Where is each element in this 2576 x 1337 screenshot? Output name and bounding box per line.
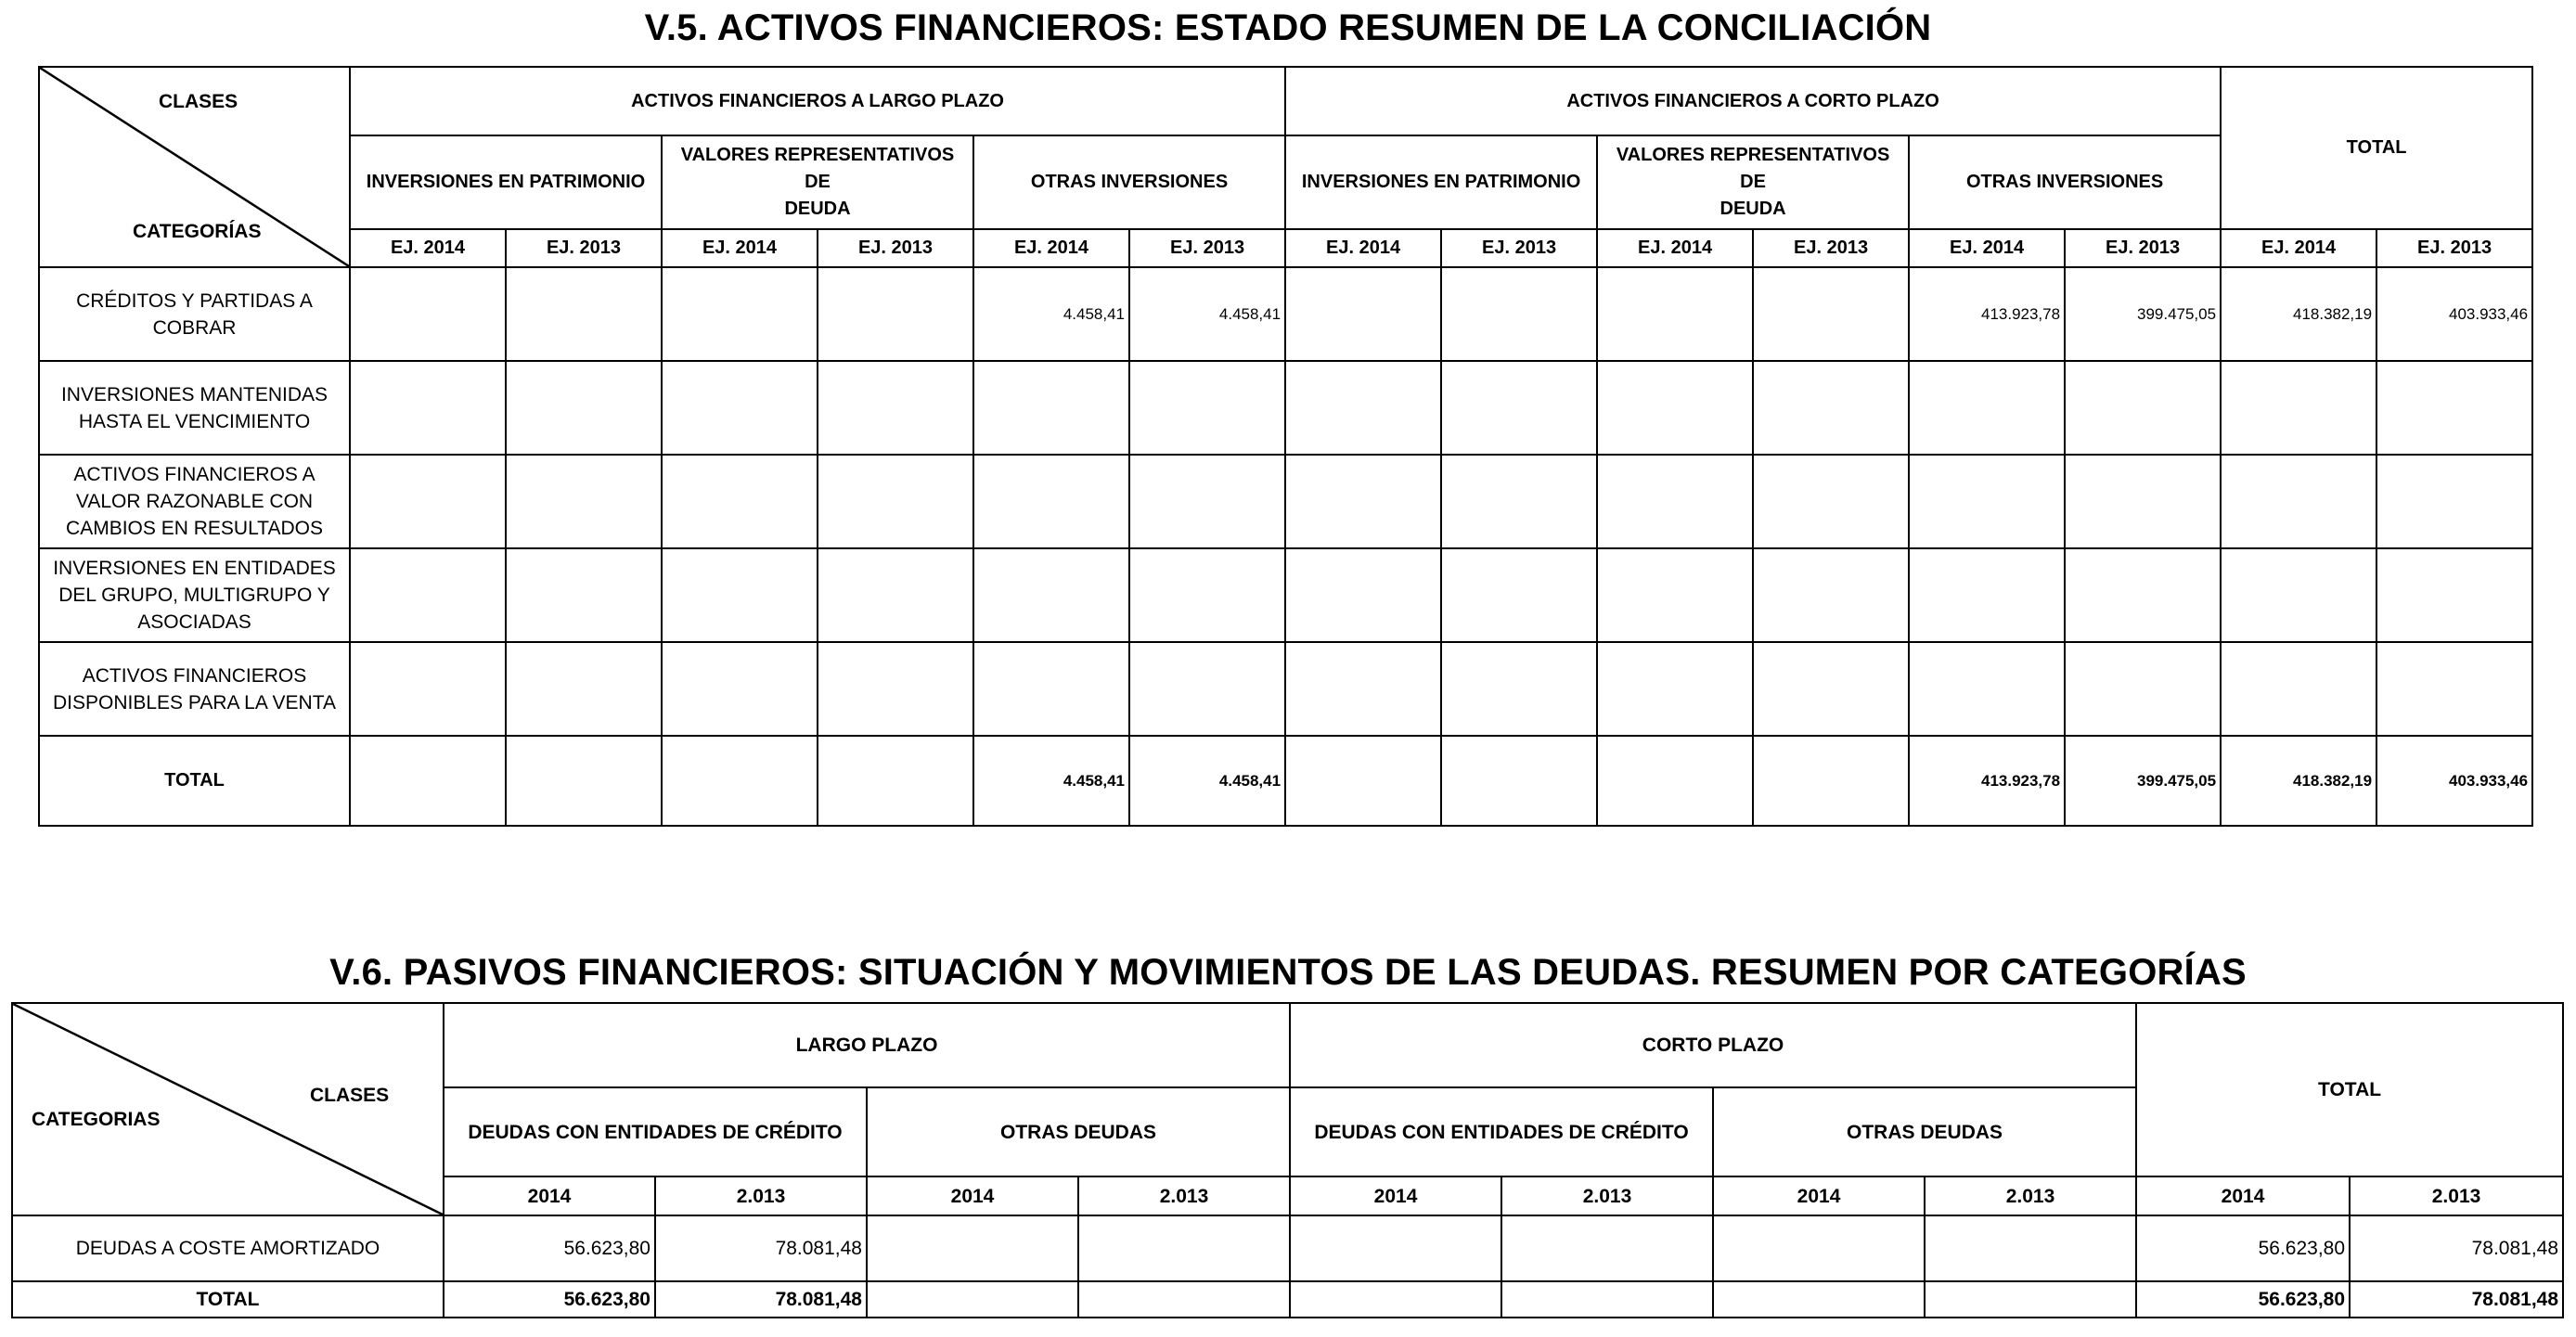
row-label xyxy=(39,267,350,361)
table-cell xyxy=(1129,361,1285,455)
corner-label-categorias: CATEGORÍAS xyxy=(133,221,262,242)
year-header: 2014 xyxy=(867,1176,1078,1215)
subheader-valores-deuda-lp xyxy=(662,135,973,229)
total-cell xyxy=(1925,1281,2136,1318)
table-cell xyxy=(662,548,818,642)
table-cell xyxy=(973,642,1129,736)
table-row xyxy=(39,361,2532,455)
table-cell xyxy=(1909,361,2065,455)
subheader-line: DE xyxy=(805,172,831,192)
year-header: 2014 xyxy=(444,1176,655,1215)
table-cell xyxy=(350,548,506,642)
corner-header xyxy=(12,1003,444,1215)
subheader-inversiones-patrimonio-cp: INVERSIONES EN PATRIMONIO xyxy=(1285,135,1597,229)
table-cell xyxy=(1753,267,1909,361)
total-row xyxy=(12,1281,2563,1318)
subheader-line: VALORES REPRESENTATIVOS xyxy=(680,145,955,165)
total-cell xyxy=(506,736,662,826)
table-cell: 399.475,05 xyxy=(2065,267,2221,361)
row-label xyxy=(39,548,350,642)
table-cell xyxy=(506,455,662,548)
subheader-line: VALORES REPRESENTATIVOS xyxy=(1616,145,1890,165)
table-cell: 4.458,41 xyxy=(1129,267,1285,361)
table-cell xyxy=(1753,361,1909,455)
table-cell: 403.933,46 xyxy=(2376,267,2532,361)
corner-label-categorias: CATEGORIAS xyxy=(32,1109,161,1130)
table-cell: 56.623,80 xyxy=(444,1215,655,1281)
table-cell xyxy=(2065,361,2221,455)
subheader-inversiones-patrimonio-lp: INVERSIONES EN PATRIMONIO xyxy=(350,135,662,229)
total-cell xyxy=(1285,736,1441,826)
table-row xyxy=(39,642,2532,736)
subheader-deudas-credito-lp: DEUDAS CON ENTIDADES DE CRÉDITO xyxy=(444,1087,867,1176)
group-header-corto-plazo: CORTO PLAZO xyxy=(1290,1003,2136,1087)
subheader-line: DEUDA xyxy=(1719,199,1786,219)
row-label-line: CRÉDITOS Y PARTIDAS A xyxy=(76,289,313,312)
row-label-line: INVERSIONES MANTENIDAS xyxy=(60,383,328,405)
table-cell xyxy=(2065,548,2221,642)
total-cell xyxy=(1290,1281,1501,1318)
corner-header xyxy=(39,67,350,267)
table-cell xyxy=(1597,548,1753,642)
table-cell xyxy=(506,548,662,642)
table-cell xyxy=(1597,642,1753,736)
table-row xyxy=(39,455,2532,548)
table-cell xyxy=(2221,361,2376,455)
year-header: EJ. 2014 xyxy=(2221,229,2376,267)
year-header: EJ. 2013 xyxy=(2065,229,2221,267)
year-header: EJ. 2014 xyxy=(350,229,506,267)
table-cell xyxy=(1925,1215,2136,1281)
table-cell xyxy=(2376,642,2532,736)
total-cell: 418.382,19 xyxy=(2221,736,2376,826)
table-cell xyxy=(2221,642,2376,736)
total-cell: 4.458,41 xyxy=(973,736,1129,826)
table-cell: 418.382,19 xyxy=(2221,267,2376,361)
total-cell xyxy=(662,736,818,826)
total-cell xyxy=(867,1281,1078,1318)
table-cell xyxy=(662,267,818,361)
table-row xyxy=(12,1215,2563,1281)
total-row xyxy=(39,736,2532,826)
row-label-line: CAMBIOS EN RESULTADOS xyxy=(66,518,323,539)
subheader-otras-deudas-cp: OTRAS DEUDAS xyxy=(1713,1087,2136,1176)
table-cell xyxy=(1441,642,1597,736)
table-cell: 78.081,48 xyxy=(655,1215,867,1281)
financial-assets-table xyxy=(38,66,2533,827)
year-header: EJ. 2013 xyxy=(818,229,973,267)
table-cell xyxy=(662,642,818,736)
row-label xyxy=(39,361,350,455)
table-cell xyxy=(1597,455,1753,548)
total-cell: 413.923,78 xyxy=(1909,736,2065,826)
table-cell xyxy=(1909,642,2065,736)
table-cell xyxy=(506,267,662,361)
table-cell xyxy=(1909,548,2065,642)
table-cell xyxy=(1753,455,1909,548)
table-cell xyxy=(818,267,973,361)
year-header: EJ. 2014 xyxy=(973,229,1129,267)
financial-liabilities-table xyxy=(11,1002,2564,1318)
total-cell xyxy=(1501,1281,1713,1318)
table-cell xyxy=(867,1215,1078,1281)
subheader-deudas-credito-cp: DEUDAS CON ENTIDADES DE CRÉDITO xyxy=(1290,1087,1713,1176)
row-label: DEUDAS A COSTE AMORTIZADO xyxy=(12,1215,444,1281)
table-cell xyxy=(818,642,973,736)
table-cell xyxy=(2376,361,2532,455)
table-cell xyxy=(506,642,662,736)
table-cell: 56.623,80 xyxy=(2136,1215,2350,1281)
table-cell xyxy=(2376,455,2532,548)
table-cell xyxy=(2065,455,2221,548)
total-cell xyxy=(1753,736,1909,826)
total-cell: 403.933,46 xyxy=(2376,736,2532,826)
group-header-corto-plazo: ACTIVOS FINANCIEROS A CORTO PLAZO xyxy=(1285,67,2221,135)
year-header: EJ. 2014 xyxy=(1909,229,2065,267)
year-header: 2.013 xyxy=(2350,1176,2563,1215)
total-cell xyxy=(1713,1281,1925,1318)
table-cell xyxy=(1597,361,1753,455)
total-cell xyxy=(818,736,973,826)
row-label-line: ASOCIADAS xyxy=(137,611,251,633)
table-cell: 78.081,48 xyxy=(2350,1215,2563,1281)
group-header-largo-plazo: ACTIVOS FINANCIEROS A LARGO PLAZO xyxy=(350,67,1285,135)
section1-title: V.5. ACTIVOS FINANCIEROS: ESTADO RESUMEN DE LA CONCILIACIÓN xyxy=(644,7,1932,48)
year-header: EJ. 2013 xyxy=(1129,229,1285,267)
year-header: 2.013 xyxy=(655,1176,867,1215)
row-label-line: HASTA EL VENCIMIENTO xyxy=(78,410,311,432)
table-cell xyxy=(1753,548,1909,642)
total-cell: 78.081,48 xyxy=(655,1281,867,1318)
total-cell: 399.475,05 xyxy=(2065,736,2221,826)
table-cell xyxy=(506,361,662,455)
row-label-line: COBRAR xyxy=(152,316,237,339)
table-cell xyxy=(973,455,1129,548)
table-cell xyxy=(1441,267,1597,361)
group-header-total: TOTAL xyxy=(2221,67,2532,229)
table-cell: 4.458,41 xyxy=(973,267,1129,361)
table-cell xyxy=(1285,642,1441,736)
year-header-row xyxy=(39,229,2532,267)
table-cell xyxy=(1441,361,1597,455)
row-label-line: INVERSIONES EN ENTIDADES xyxy=(53,558,336,579)
table-cell xyxy=(350,267,506,361)
table-cell xyxy=(1713,1215,1925,1281)
year-header: 2014 xyxy=(1290,1176,1501,1215)
table-cell xyxy=(973,548,1129,642)
table-row xyxy=(39,267,2532,361)
table-cell xyxy=(350,642,506,736)
year-header: EJ. 2014 xyxy=(662,229,818,267)
total-cell xyxy=(1441,736,1597,826)
table-cell xyxy=(2221,548,2376,642)
year-header: EJ. 2013 xyxy=(2376,229,2532,267)
table-cell xyxy=(2065,642,2221,736)
table-cell xyxy=(818,455,973,548)
table-cell xyxy=(1285,267,1441,361)
year-header: 2.013 xyxy=(1078,1176,1290,1215)
year-header: EJ. 2014 xyxy=(1285,229,1441,267)
subheader-line: DEUDA xyxy=(784,199,851,219)
table-cell xyxy=(350,361,506,455)
year-header: EJ. 2013 xyxy=(1753,229,1909,267)
group-header-total: TOTAL xyxy=(2136,1003,2563,1176)
total-cell: 4.458,41 xyxy=(1129,736,1285,826)
table-cell xyxy=(1753,642,1909,736)
row-label-line: DEL GRUPO, MULTIGRUPO Y xyxy=(58,585,330,606)
year-header: 2.013 xyxy=(1501,1176,1713,1215)
table-cell xyxy=(1597,267,1753,361)
year-header: 2014 xyxy=(2136,1176,2350,1215)
table-cell xyxy=(2221,455,2376,548)
table-cell xyxy=(662,361,818,455)
table-cell xyxy=(662,455,818,548)
table-cell: 413.923,78 xyxy=(1909,267,2065,361)
table-cell xyxy=(818,361,973,455)
total-cell xyxy=(350,736,506,826)
year-header: 2.013 xyxy=(1925,1176,2136,1215)
table-cell xyxy=(1078,1215,1290,1281)
table-cell xyxy=(1285,361,1441,455)
table-cell xyxy=(1290,1215,1501,1281)
year-header: 2014 xyxy=(1713,1176,1925,1215)
corner-label-clases: CLASES xyxy=(310,1085,390,1106)
subheader-line: DE xyxy=(1740,172,1766,192)
subheader-otras-inversiones-cp: OTRAS INVERSIONES xyxy=(1909,135,2221,229)
subheader-otras-deudas-lp: OTRAS DEUDAS xyxy=(867,1087,1290,1176)
subheader-otras-inversiones-lp: OTRAS INVERSIONES xyxy=(973,135,1285,229)
group-header-largo-plazo: LARGO PLAZO xyxy=(444,1003,1290,1087)
table-cell xyxy=(1129,455,1285,548)
total-label: TOTAL xyxy=(39,736,350,826)
row-label-line: ACTIVOS FINANCIEROS xyxy=(82,664,307,687)
table-cell xyxy=(1285,455,1441,548)
total-cell: 56.623,80 xyxy=(2136,1281,2350,1318)
total-cell xyxy=(1597,736,1753,826)
table-cell xyxy=(1441,548,1597,642)
year-header: EJ. 2013 xyxy=(1441,229,1597,267)
total-cell: 56.623,80 xyxy=(444,1281,655,1318)
table-cell xyxy=(1909,455,2065,548)
row-label-line: DISPONIBLES PARA LA VENTA xyxy=(52,691,336,713)
table-cell xyxy=(973,361,1129,455)
row-label-line: ACTIVOS FINANCIEROS A xyxy=(73,464,316,485)
table-cell xyxy=(2376,548,2532,642)
table-cell xyxy=(1501,1215,1713,1281)
table-cell xyxy=(1129,642,1285,736)
year-header: EJ. 2014 xyxy=(1597,229,1753,267)
row-label-line: VALOR RAZONABLE CON xyxy=(75,491,314,512)
table-cell xyxy=(1129,548,1285,642)
total-label: TOTAL xyxy=(12,1281,444,1318)
subheader-valores-deuda-cp xyxy=(1597,135,1909,229)
corner-label-clases: CLASES xyxy=(159,91,238,112)
total-cell xyxy=(1078,1281,1290,1318)
table-cell xyxy=(1285,548,1441,642)
row-label xyxy=(39,642,350,736)
table-cell xyxy=(350,455,506,548)
section2-title: V.6. PASIVOS FINANCIEROS: SITUACIÓN Y MOVIMIENTOS DE LAS DEUDAS. RESUMEN POR CATEGORÍAS xyxy=(329,952,2247,993)
table-cell xyxy=(818,548,973,642)
year-header: EJ. 2013 xyxy=(506,229,662,267)
table-row xyxy=(39,548,2532,642)
total-cell: 78.081,48 xyxy=(2350,1281,2563,1318)
table-cell xyxy=(1441,455,1597,548)
row-label xyxy=(39,455,350,548)
